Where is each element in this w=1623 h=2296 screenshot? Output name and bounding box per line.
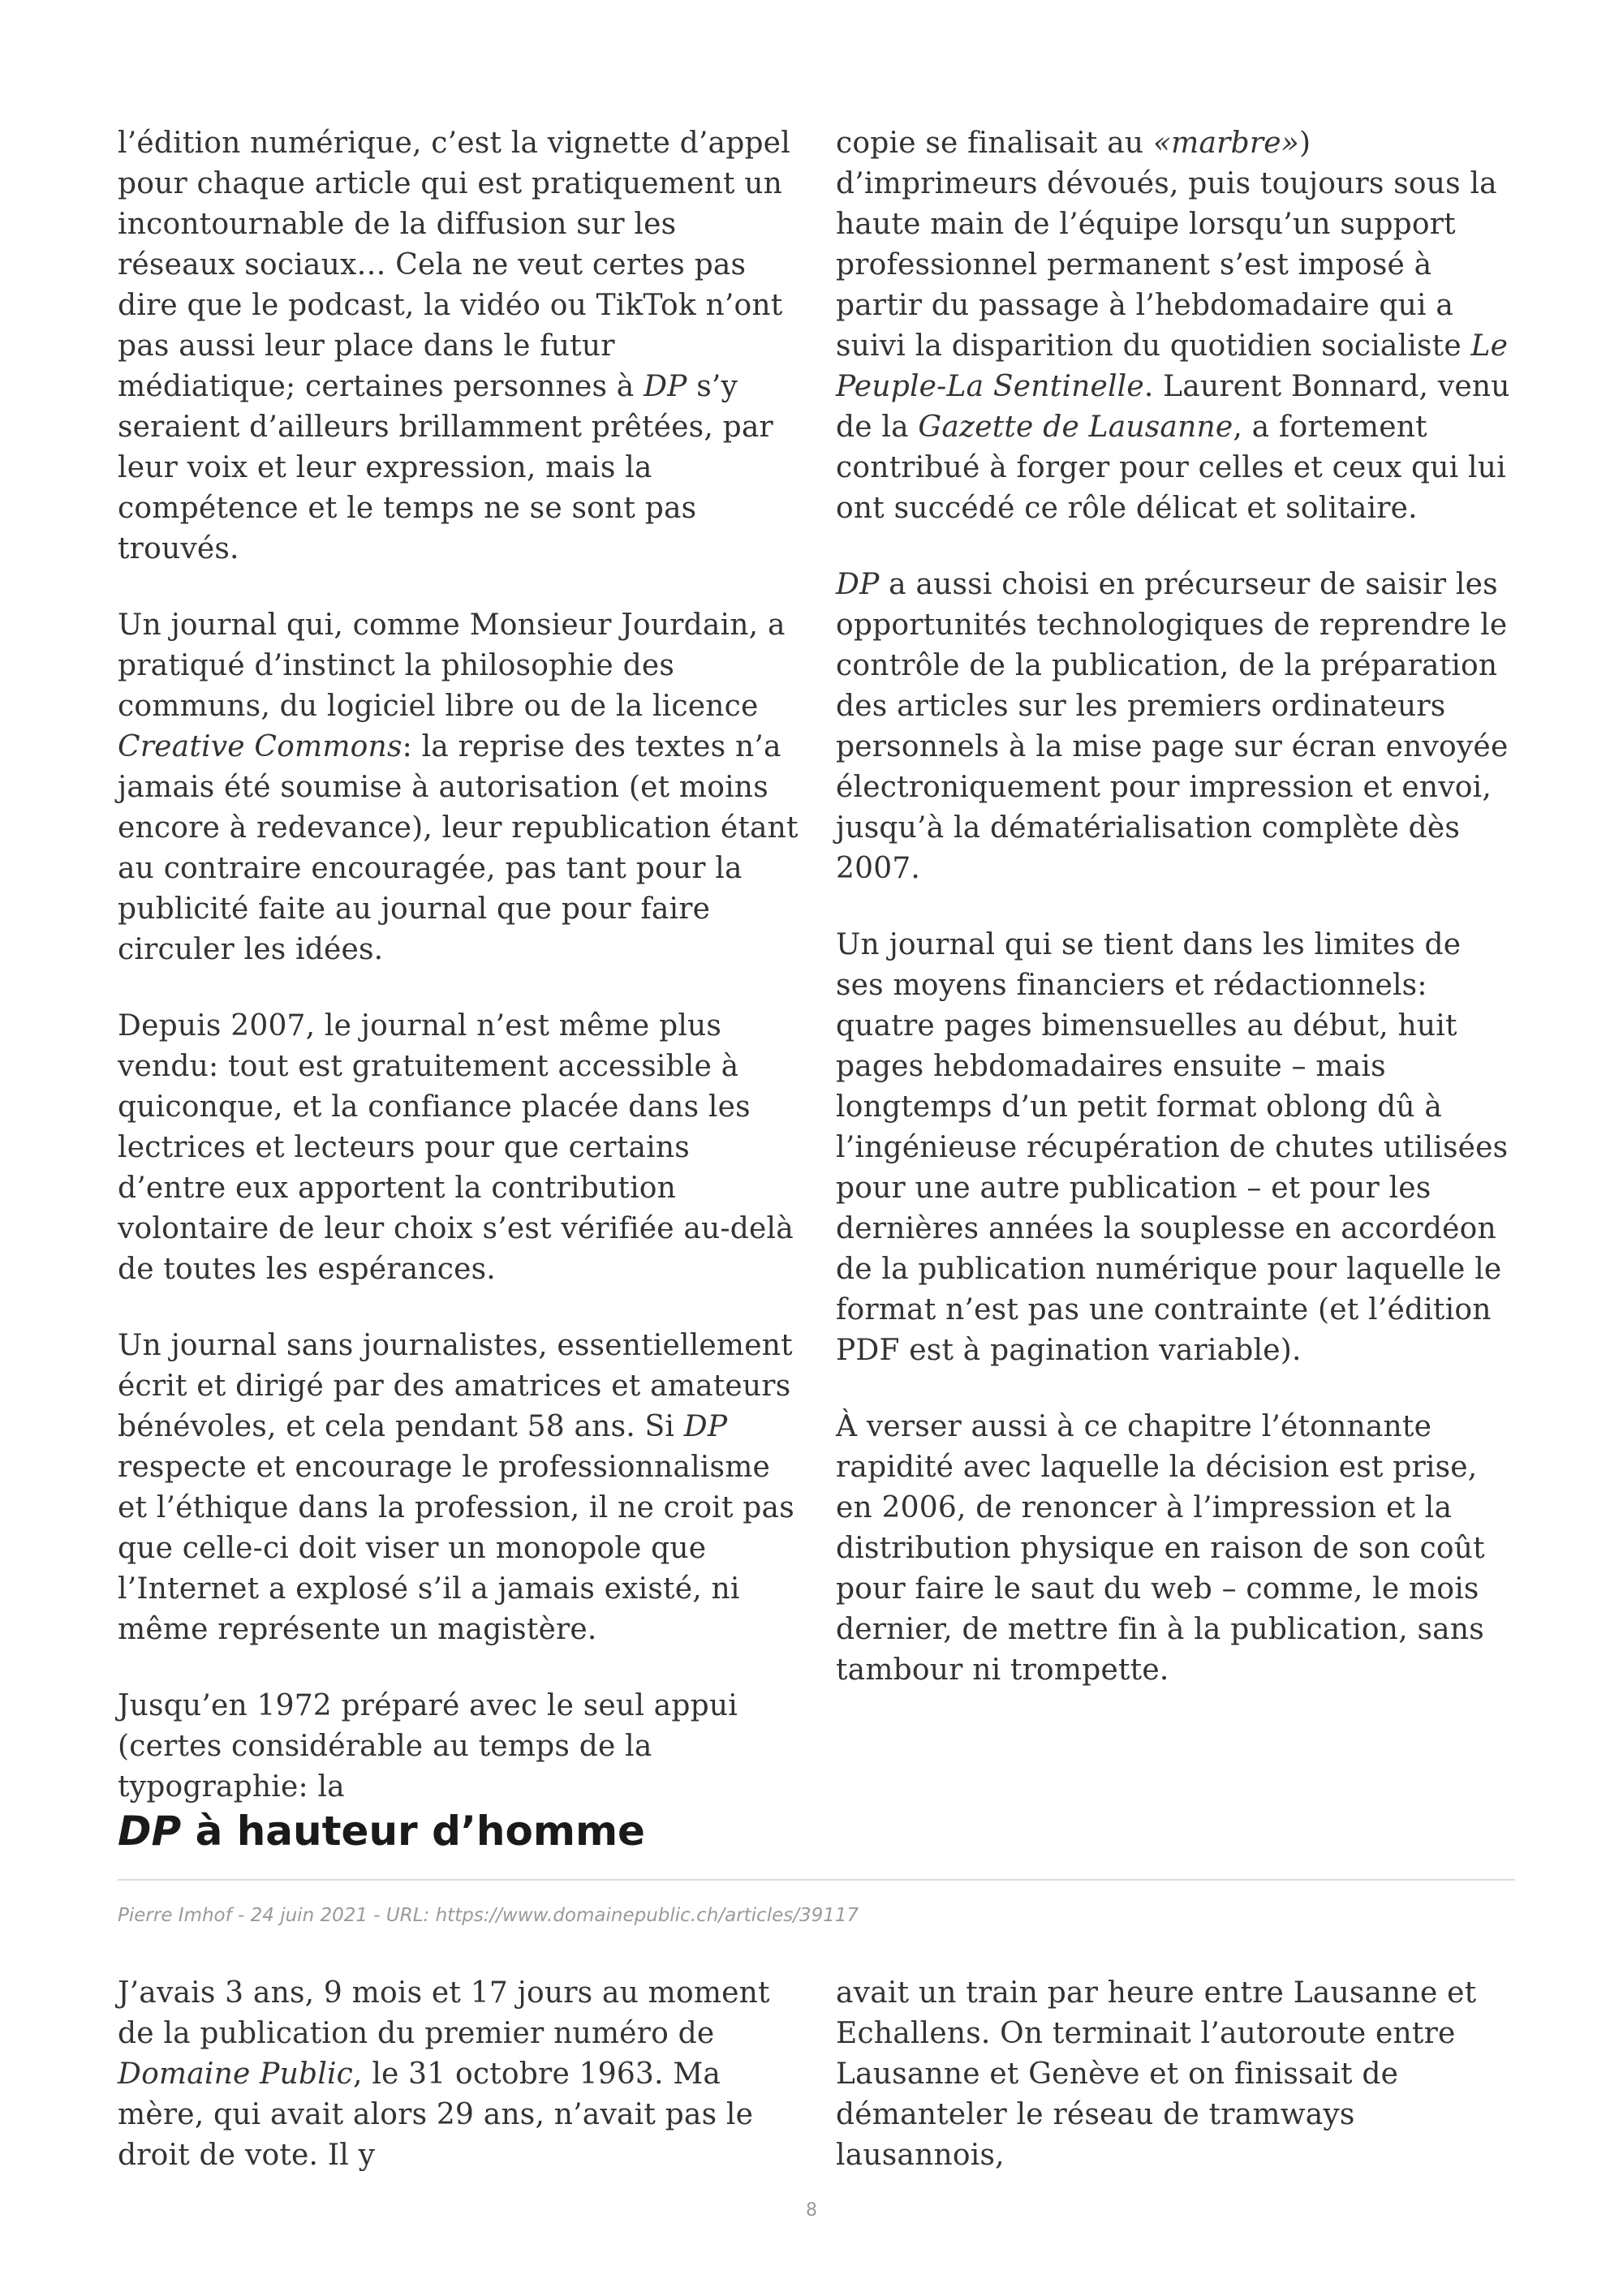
italic-text: Le Peuple-La Sentinelle <box>836 329 1509 403</box>
paragraph: Depuis 2007, le journal n’est même plus vendu: tout est gratuitement accessible à quiconque, et la confiance placée dans les lectrices et lecteurs pour que certains d’entre eux apportent la contribution volontaire de leur choix s’est vérifiée au-delà de toutes les espérances. <box>118 1009 794 1286</box>
paragraph: Un journal qui se tient dans les limites de ses moyens financiers et rédactionnels: quatre pages bimensuelles au début, huit pages hebdomadaires ensuite – mais longtemps d’un petit format oblong dû à l’ingénieuse récupération de chutes utilisées pour une autre publication – et pour les dernières années la souplesse en accordéon de la publication numérique pour laquelle le format n’est pas une contrainte (et l’édition PDF est à pagination variable). <box>836 928 1509 1367</box>
article-title <box>118 1803 645 1860</box>
article-column-right <box>836 123 1518 1691</box>
paragraph: Jusqu’en 1972 préparé avec le seul appui (certes considérable au temps de la typographie: la <box>118 1689 738 1804</box>
article-title-italic: DP <box>118 1808 182 1855</box>
paragraph: J’avais 3 ans, 9 mois et 17 jours au moment de la publication du premier numéro de Domaine Public, le 31 octobre 1963. Ma mère, qui avait alors 29 ans, n’avait pas le droit de vote. Il y <box>118 1976 770 2172</box>
article2-column-left <box>118 1973 799 2176</box>
italic-text: Domaine Public <box>118 2057 354 2091</box>
paragraph: À verser aussi à ce chapitre l’étonnante rapidité avec laquelle la décision est prise, en 2006, de renoncer à l’impression et la distribution physique en raison de son coût pour faire le saut du web – comme, le mois dernier, de mettre fin à la publication, sans tambour ni trompette. <box>836 1410 1485 1687</box>
page-number: 8 <box>806 2200 817 2221</box>
article2-column-right <box>836 1973 1518 2176</box>
italic-text: «marbre» <box>1152 127 1299 160</box>
italic-text: DP <box>683 1410 728 1443</box>
italic-text: Creative Commons <box>118 730 403 763</box>
italic-text: Gazette de Lausanne <box>918 411 1233 444</box>
article-column-left <box>118 123 799 1808</box>
paragraph: copie se finalisait au «marbre») d’imprimeurs dévoués, puis toujours sous la haute main de l’équipe lorsqu’un support professionnel permanent s’est imposé à partir du passage à l’hebdomadaire qui a suivi la disparition du quotidien socialiste Le Peuple-La Sentinelle. Laurent Bonnard, venu de la Gazette de Lausanne, a fortement contribué à forger pour celles et ceux qui lui ont succédé ce rôle délicat et solitaire. <box>836 127 1510 525</box>
paragraph: DP a aussi choisi en précurseur de saisir les opportunités technologiques de reprendre le contrôle de la publication, de la préparation des articles sur les premiers ordinateurs personnels à la mise page sur écran envoyée électroniquement pour impression et envoi, jusqu’à la dématérialisation complète dès 2007. <box>836 568 1509 885</box>
italic-text: DP <box>836 568 880 601</box>
paragraph: l’édition numérique, c’est la vignette d’appel pour chaque article qui est pratiquement un incontournable de la diffusion sur les réseaux sociaux… Cela ne veut certes pas dire que le podcast, la vidéo ou TikTok n’ont pas aussi leur place dans le futur médiatique; certaines personnes à DP s’y seraient d’ailleurs brillamment prêtées, par leur voix et leur expression, mais la compétence et le temps ne se sont pas trouvés. <box>118 127 790 565</box>
italic-text: DP <box>644 370 687 403</box>
paragraph: avait un train par heure entre Lausanne et Echallens. On terminait l’autoroute entre Lausanne et Genève et on finissait de démanteler le réseau de tramways lausannois, <box>836 1976 1477 2172</box>
article-title-text: à hauteur d’homme <box>181 1808 645 1855</box>
title-divider <box>118 1879 1515 1881</box>
article-meta: Pierre Imhof - 24 juin 2021 - URL: https://www.domainepublic.ch/articles/39117 <box>118 1905 859 1926</box>
paragraph: Un journal qui, comme Monsieur Jourdain, a pratiqué d’instinct la philosophie des communs, du logiciel libre ou de la licence Creative Commons: la reprise des textes n’a jamais été soumise à autorisation (et moins encore à redevance), leur republication étant au contraire encouragée, pas tant pour la publicité faite au journal que pour faire circuler les idées. <box>118 608 799 966</box>
paragraph: Un journal sans journalistes, essentiellement écrit et dirigé par des amatrices et amateurs bénévoles, et cela pendant 58 ans. Si DP respecte et encourage le professionnalisme et l’éthique dans la profession, il ne croit pas que celle-ci doit viser un monopole que l’Internet a explosé s’il a jamais existé, ni même représente un magistère. <box>118 1329 794 1646</box>
